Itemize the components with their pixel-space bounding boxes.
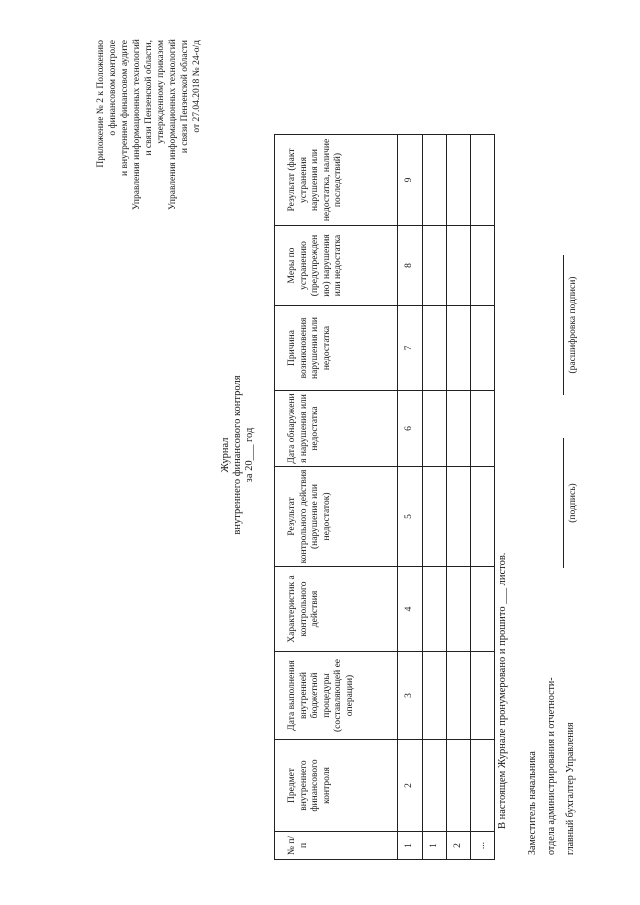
header-text: Меры по устранению (предупрежден ию) нарушения или недостатка [287,234,343,297]
table-row [423,135,447,860]
table-cell [423,567,447,652]
table-cell [471,567,495,652]
numbered-pages-statement: В настоящем Журнале пронумеровано и прошито ___ листов. [497,552,508,829]
table-cell [471,135,495,226]
signatory-position: Заместитель начальника [527,751,538,855]
header-text: Дата обнаружени я нарушения или недостатка [287,393,320,464]
signatory-block [523,595,580,855]
table-row [447,135,471,860]
table-cell [447,467,471,567]
table-cell [423,306,447,391]
table-cell [447,652,471,740]
journal-table [274,134,495,860]
table-cell [471,467,495,567]
header-cell [275,567,398,652]
table-cell [423,135,447,226]
table-cell [423,652,447,740]
signature-decoding-caption: (расшифровка подписи) [568,276,578,374]
title-line: за 20___ год [244,427,255,483]
signature-line [563,438,564,568]
table-cell [423,226,447,306]
row-number: 1 [423,832,447,860]
header-text: Характеристик а контрольного действия [287,575,320,643]
header-text: Результат контрольного действия (нарушение или недостаток) [287,469,332,564]
header-text: Дата выполнения внутренней бюджетной процедуры (составляющей ее операции) [287,658,355,733]
signatory-role: главный бухгалтер Управления [565,722,576,855]
header-cell [275,306,398,391]
table-cell [423,740,447,832]
table-row [471,135,495,860]
table-cell [447,567,471,652]
header-cell [275,832,398,860]
signatory-department: отдела администрирования и отчетности- [546,677,557,855]
header-text: Результат (факт устранения нарушения или недостатка, наличие последствий) [287,138,343,222]
row-number: ... [471,832,495,860]
column-number: 6 [398,391,423,467]
table-cell [423,391,447,467]
signature-caption: (подпись) [568,483,578,523]
appendix-note [95,40,203,210]
column-number: 8 [398,226,423,306]
header-cell [275,226,398,306]
appendix-line: утвержденному приказом [156,40,166,144]
header-row [275,135,398,860]
appendix-line: Приложение № 2 к Положению [96,40,106,168]
column-number: 4 [398,567,423,652]
header-text: Предмет внутреннего финансового контроля [287,759,332,812]
appendix-line: и внутреннем финансовом аудите [120,40,130,176]
column-number-row [398,135,423,860]
header-cell [275,135,398,226]
table-cell [471,226,495,306]
table-cell [471,306,495,391]
header-cell [275,740,398,832]
table-cell [423,467,447,567]
header-text: Причина возникновения нарушения или недостатка [287,316,332,380]
title-line: внутреннего финансового контроля [232,375,243,535]
table-cell [471,652,495,740]
appendix-line: от 27.04.2018 № 24-о/д [192,40,202,133]
row-number: 2 [447,832,471,860]
table-cell [447,740,471,832]
appendix-line: о финансовом контроле [108,40,118,136]
appendix-line: Управления информационных технологий [132,39,142,210]
header-cell [275,467,398,567]
column-number: 3 [398,652,423,740]
journal-title [220,255,256,655]
signature-decoding-line [563,255,564,395]
appendix-line: и связи Пензенской области [180,40,190,154]
table-cell [471,391,495,467]
column-number: 9 [398,135,423,226]
header-cell [275,391,398,467]
title-line: Журнал [220,437,231,473]
appendix-line: Управления информационных технологий [168,39,178,210]
table-cell [447,226,471,306]
column-number: 5 [398,467,423,567]
column-number: 2 [398,740,423,832]
table-cell [447,135,471,226]
header-cell [275,652,398,740]
table-cell [471,740,495,832]
table-cell [447,391,471,467]
table-cell [447,306,471,391]
column-number: 1 [398,832,423,860]
header-text: № п/п [287,835,309,856]
column-number: 7 [398,306,423,391]
appendix-line: и связи Пензенской области, [144,40,154,156]
